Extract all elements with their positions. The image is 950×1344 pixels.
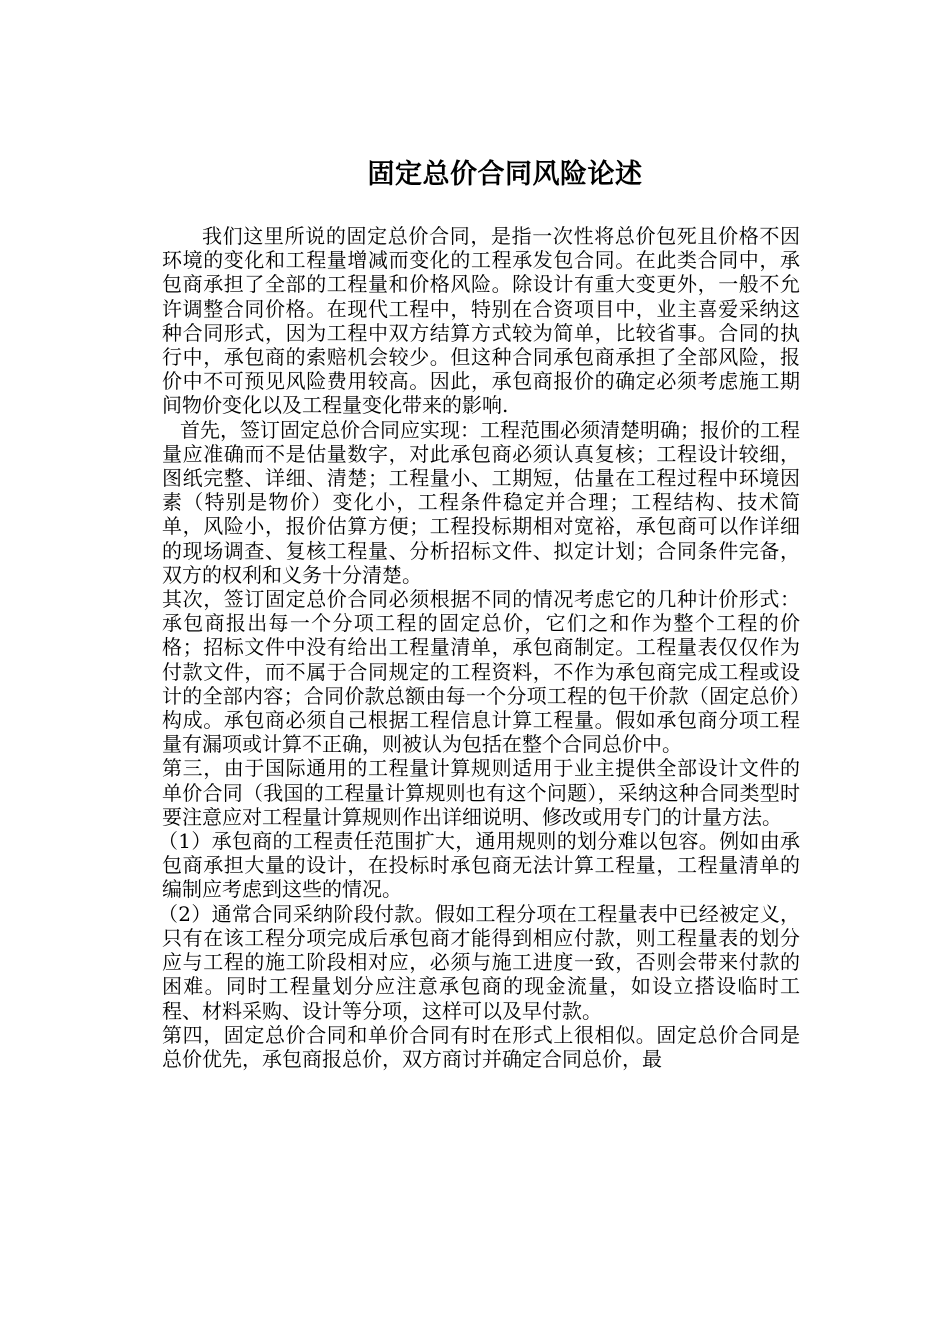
paragraph-fourth: 第四，固定总价合同和单价合同有时在形式上很相似。固定总价合同是总价优先，承包商报总价，双方商讨并确定合同总价，最	[162, 1022, 800, 1071]
paragraph-item-1: （1）承包商的工程责任范围扩大，通用规则的划分难以包容。例如由承包商承担大量的设计，在投标时承包商无法计算工程量，工程量清单的编制应考虑到这些的情况。	[158, 829, 800, 902]
document-body	[158, 224, 800, 1071]
paragraph-intro: 我们这里所说的固定总价合同，是指一次性将总价包死且价格不因环境的变化和工程量增减而变化的工程承发包合同。在此类合同中，承包商承担了全部的工程量和价格风险。除设计有重大变更外，一般不允许调整合同价格。在现代工程中，特别在合资项目中，业主喜爱采纳这种合同形式，因为工程中双方结算方式较为简单，比较省事。合同的执行中，承包商的索赔机会较少。但这种合同承包商承担了全部风险，报价中不可预见风险费用较高。因此，承包商报价的确定必须考虑施工期间物价变化以及工程量变化带来的影响.	[162, 224, 800, 418]
paragraph-third: 第三，由于国际通用的工程量计算规则适用于业主提供全部设计文件的单价合同（我国的工程量计算规则也有这个问题），采纳这种合同类型时要注意应对工程量计算规则作出详细说明、修改或用专门的计量方法。	[162, 756, 800, 829]
paragraph-first: 首先，签订固定总价合同应实现：工程范围必须清楚明确；报价的工程量应准确而不是估量数字，对此承包商必须认真复核；工程设计较细，图纸完整、详细、清楚；工程量小、工期短，估量在工程过程中环境因素（特别是物价）变化小，工程条件稳定并合理；工程结构、技术简单，风险小，报价估算方便；工程投标期相对宽裕，承包商可以作详细的现场调查、复核工程量、分析招标文件、拟定计划；合同条件完备，双方的权利和义务十分清楚。	[162, 417, 800, 587]
paragraph-item-2: （2）通常合同采纳阶段付款。假如工程分项在工程量表中已经被定义，只有在该工程分项完成后承包商才能得到相应付款，则工程量表的划分应与工程的施工阶段相对应，必须与施工进度一致，否则会带来付款的困难。同时工程量划分应注意承包商的现金流量，如设立搭设临时工程、材料采购、设计等分项，这样可以及早付款。	[158, 901, 800, 1023]
paragraph-second: 其次，签订固定总价合同必须根据不同的情况考虑它的几种计价形式：承包商报出每一个分项工程的固定总价，它们之和作为整个工程的价格；招标文件中没有给出工程量清单，承包商制定。工程量表仅仅作为付款文件，而不属于合同规定的工程资料，不作为承包商完成工程或设计的全部内容；合同价款总额由每一个分项工程的包干价款（固定总价）构成。承包商必须自己根据工程信息计算工程量。假如承包商分项工程量有漏项或计算不正确，则被认为包括在整个合同总价中。	[162, 587, 800, 757]
document-title: 固定总价合同风险论述	[367, 159, 643, 190]
